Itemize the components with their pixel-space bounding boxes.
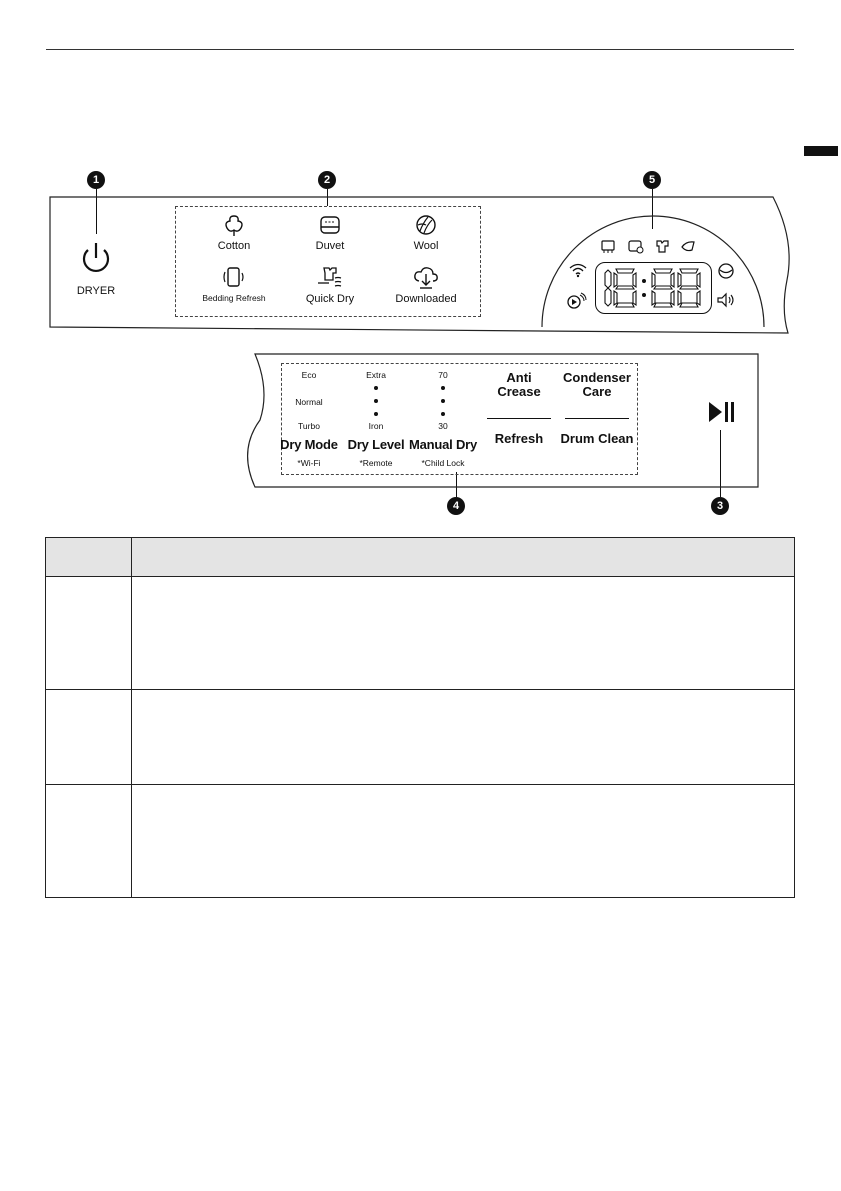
quick-dry-icon [315,264,345,290]
level-led [374,412,378,416]
dry-mode-button[interactable] [274,370,344,470]
callout-4: 4 [447,497,465,515]
power-icon [76,238,116,278]
program-label: Bedding Refresh [202,293,266,303]
condenser-care-label-line1: Condenser [563,370,631,385]
steam-icon [602,241,614,253]
table-row [46,785,795,898]
callout-3: 3 [711,497,729,515]
level-led [441,412,445,416]
manual-dry-bottom: 30 [438,421,448,431]
dry-level-label: Dry Level [347,437,405,452]
display-status-icons [598,238,708,254]
manual-dry-label: Manual Dry [408,437,478,452]
button-divider [565,418,629,419]
table-header-cell [46,538,132,577]
button-divider [487,418,551,419]
callout-1: 1 [87,171,105,189]
sound-icon [716,292,736,308]
table-cell [132,577,795,690]
seven-segment-digits [596,263,711,313]
dry-level-top: Extra [366,370,386,380]
cotton-flower-icon [223,213,245,237]
program-label: Duvet [315,240,345,252]
drum-clean-label: Drum Clean [560,431,634,446]
program-bedding-refresh[interactable] [189,264,279,303]
wool-ball-icon [414,213,438,237]
table-row [46,577,795,690]
callout-5: 5 [643,171,661,189]
level-led [441,386,445,390]
table-cell [46,690,132,785]
bedding-refresh-icon [221,264,247,290]
power-button[interactable] [76,238,116,278]
table-row [46,690,795,785]
condenser-care-drum-clean-button[interactable] [559,371,635,451]
refresh-label: Refresh [494,431,544,446]
dry-level-bottom: Iron [368,421,384,431]
program-duvet[interactable] [285,213,375,252]
description-table [45,537,795,898]
drum-light-icon [716,262,736,280]
dry-mode-normal: Normal [295,397,323,407]
table-cell [132,785,795,898]
power-label: DRYER [76,285,116,297]
time-save-icon [629,241,643,253]
dryer-sheet-icon [682,242,694,251]
dry-mode-eco: Eco [301,370,317,380]
program-quick-dry[interactable] [285,264,375,305]
program-downloaded[interactable] [381,264,471,305]
manual-dry-hold-function: *Child Lock [421,458,465,468]
program-label: Quick Dry [305,293,355,305]
time-display [595,262,712,314]
manual-dry-top: 70 [438,370,448,380]
play-pause-icon [706,400,736,424]
program-wool[interactable] [381,213,471,252]
manual-dry-button[interactable] [408,370,478,470]
table-cell [46,577,132,690]
clothes-icon [657,241,668,252]
table-header-cell [132,538,795,577]
section-tab-marker [804,146,838,156]
level-led [374,386,378,390]
anti-crease-refresh-button[interactable] [481,371,557,451]
program-label: Downloaded [395,293,457,305]
table-header-row [46,538,795,577]
table-cell [46,785,132,898]
dry-mode-turbo: Turbo [298,421,320,431]
anti-crease-label-line2: Crease [497,384,541,399]
dry-level-hold-function: *Remote [359,458,393,468]
program-label: Wool [413,240,439,252]
condenser-care-label-line2: Care [582,384,612,399]
header-rule [46,49,794,50]
dry-mode-hold-function: *Wi-Fi [297,458,321,468]
table-cell [132,690,795,785]
start-pause-button[interactable] [706,400,736,424]
callout-2: 2 [318,171,336,189]
remote-start-icon [566,292,588,310]
program-cotton[interactable] [189,213,279,252]
dry-level-button[interactable] [341,370,411,470]
anti-crease-label-line1: Anti [506,370,532,385]
wifi-icon [568,262,588,278]
program-label: Cotton [217,240,251,252]
dry-mode-label: Dry Mode [280,437,338,452]
level-led [374,399,378,403]
level-led [441,399,445,403]
duvet-icon [318,213,342,237]
cloud-download-icon [412,264,440,290]
